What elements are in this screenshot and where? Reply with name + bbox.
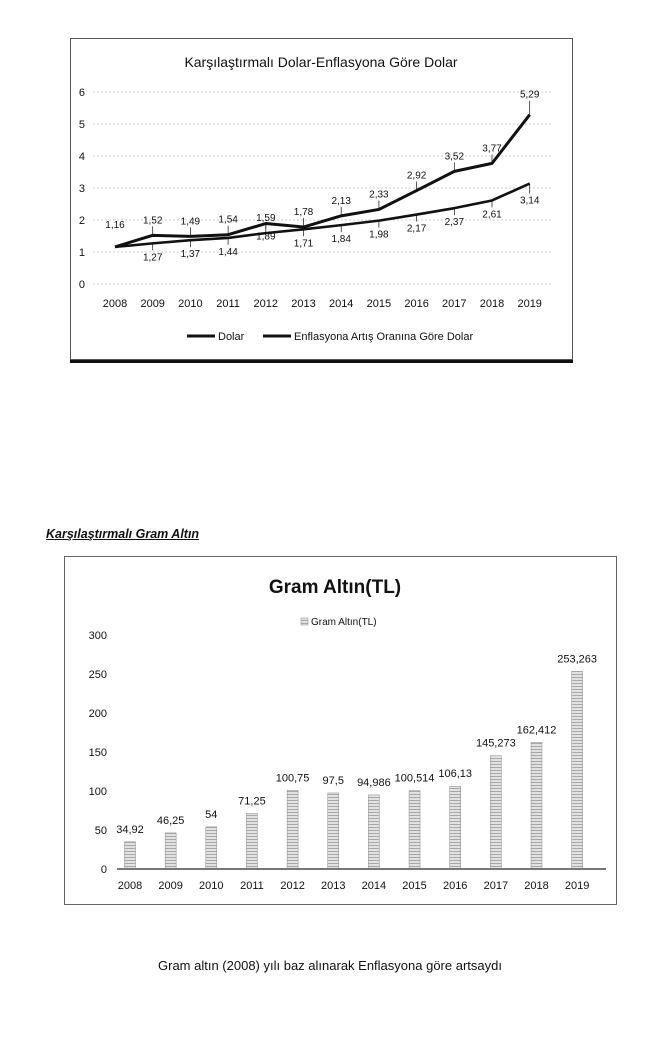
bar bbox=[490, 756, 501, 869]
data-label-dolar: 3,52 bbox=[444, 151, 465, 163]
caption: Gram altın (2008) yılı baz alınarak Enflasyona göre artsaydı bbox=[158, 958, 502, 973]
data-label-dolar: 1,78 bbox=[293, 207, 314, 219]
chart-legend bbox=[301, 617, 377, 628]
line-chart bbox=[70, 38, 573, 360]
x-tick-label: 2017 bbox=[483, 880, 509, 892]
y-tick-label: 100 bbox=[88, 786, 107, 798]
bar bbox=[246, 813, 257, 869]
y-tick-label: 2 bbox=[78, 215, 85, 227]
y-tick-label: 4 bbox=[78, 151, 85, 163]
x-tick-label: 2015 bbox=[402, 880, 427, 892]
x-tick-label: 2014 bbox=[361, 880, 387, 892]
y-tick-label: 150 bbox=[88, 747, 107, 759]
data-label-enflasyon: 1,44 bbox=[218, 246, 238, 258]
x-tick-label: 2013 bbox=[291, 298, 316, 310]
legend-swatch-gram-altin bbox=[301, 618, 308, 625]
bar-chart-svg bbox=[65, 557, 616, 904]
x-tick-label: 2018 bbox=[479, 298, 505, 310]
legend-label-enflasyon: Enflasyona Artış Oranına Göre Dolar bbox=[294, 331, 474, 343]
data-label-enflasyon: 1,84 bbox=[331, 234, 351, 246]
x-tick-label: 2008 bbox=[117, 880, 143, 892]
data-label-dolar: 1,52 bbox=[142, 215, 163, 227]
divider-rule bbox=[70, 360, 573, 363]
data-label-dolar: 3,77 bbox=[482, 143, 502, 155]
y-tick-label: 1 bbox=[78, 247, 85, 259]
y-tick-label: 6 bbox=[78, 87, 85, 99]
chart-title: Karşılaştırmalı Dolar-Enflasyona Göre Dolar bbox=[184, 54, 458, 70]
x-tick-label: 2009 bbox=[140, 298, 165, 310]
x-tick-label: 2016 bbox=[404, 298, 429, 310]
bar bbox=[125, 842, 136, 869]
data-label: 97,5 bbox=[322, 774, 344, 787]
data-label-enflasyon: 1,27 bbox=[142, 252, 163, 264]
bar bbox=[287, 790, 298, 869]
data-label: 54 bbox=[205, 808, 218, 821]
x-tick-label: 2012 bbox=[253, 298, 279, 310]
x-tick-label: 2014 bbox=[328, 298, 354, 310]
x-tick-label: 2017 bbox=[442, 298, 467, 310]
x-tick-label: 2019 bbox=[564, 880, 590, 892]
y-tick-label: 50 bbox=[94, 825, 107, 837]
bar bbox=[328, 793, 339, 869]
data-label: 162,412 bbox=[516, 724, 557, 737]
data-label: 106,13 bbox=[438, 768, 473, 781]
data-label-dolar: 1,16 bbox=[105, 219, 125, 231]
y-tick-label: 250 bbox=[88, 669, 107, 681]
data-label: 100,75 bbox=[275, 772, 310, 785]
data-label: 34,92 bbox=[116, 823, 144, 836]
bar bbox=[409, 791, 420, 869]
x-tick-label: 2012 bbox=[280, 880, 305, 892]
data-label: 253,263 bbox=[557, 653, 598, 666]
bar bbox=[368, 795, 379, 869]
x-tick-label: 2016 bbox=[442, 880, 468, 892]
bar bbox=[206, 827, 217, 869]
x-tick-label: 2019 bbox=[517, 298, 542, 310]
x-tick-label: 2013 bbox=[321, 880, 346, 892]
data-label-enflasyon: 2,37 bbox=[444, 217, 465, 229]
x-tick-label: 2009 bbox=[158, 880, 183, 892]
y-tick-label: 5 bbox=[78, 119, 85, 131]
data-label: 100,514 bbox=[394, 772, 435, 785]
data-label-dolar: 2,92 bbox=[406, 170, 427, 182]
chart-legend bbox=[187, 331, 473, 343]
x-tick-label: 2011 bbox=[240, 880, 264, 892]
data-label-dolar: 1,89 bbox=[256, 231, 276, 243]
data-label: 46,25 bbox=[156, 814, 185, 827]
chart-title: Gram Altın(TL) bbox=[268, 577, 402, 598]
bar-chart bbox=[64, 556, 617, 905]
x-tick-label: 2015 bbox=[366, 298, 392, 310]
bar bbox=[531, 742, 542, 869]
legend-label-dolar: Dolar bbox=[218, 331, 245, 343]
data-label-dolar: 1,49 bbox=[180, 216, 201, 228]
x-tick-label: 2018 bbox=[524, 880, 549, 892]
y-tick-label: 200 bbox=[88, 708, 107, 720]
data-label: 145,273 bbox=[475, 737, 516, 750]
data-label-dolar: 2,13 bbox=[331, 195, 351, 207]
bar bbox=[450, 786, 461, 869]
data-label-enflasyon: 1,71 bbox=[293, 238, 314, 250]
y-tick-label: 0 bbox=[78, 279, 85, 291]
bar bbox=[165, 833, 176, 869]
data-label-enflasyon: 1,59 bbox=[256, 213, 276, 225]
section-heading: Karşılaştırmalı Gram Altın bbox=[46, 527, 200, 541]
bar bbox=[572, 671, 583, 869]
data-label-dolar: 5,29 bbox=[519, 89, 540, 101]
data-label-dolar: 2,33 bbox=[369, 189, 389, 201]
x-tick-label: 2008 bbox=[102, 298, 128, 310]
x-tick-label: 2011 bbox=[216, 298, 240, 310]
x-tick-label: 2010 bbox=[199, 880, 224, 892]
y-tick-label: 0 bbox=[100, 864, 107, 876]
data-label-enflasyon: 1,98 bbox=[369, 229, 389, 241]
y-tick-label: 300 bbox=[88, 630, 107, 642]
line-chart-svg bbox=[71, 39, 572, 359]
data-label-enflasyon: 2,17 bbox=[406, 223, 427, 235]
x-tick-label: 2010 bbox=[178, 298, 203, 310]
legend-label-gram-altin: Gram Altın(TL) bbox=[311, 617, 377, 628]
data-label-enflasyon: 1,37 bbox=[180, 249, 201, 261]
y-tick-label: 3 bbox=[78, 183, 85, 195]
data-label: 71,25 bbox=[238, 795, 266, 808]
data-label-enflasyon: 2,61 bbox=[482, 209, 502, 221]
data-label-dolar: 1,54 bbox=[218, 214, 238, 226]
data-label: 94,986 bbox=[357, 776, 391, 789]
data-label-enflasyon: 3,14 bbox=[519, 195, 540, 207]
